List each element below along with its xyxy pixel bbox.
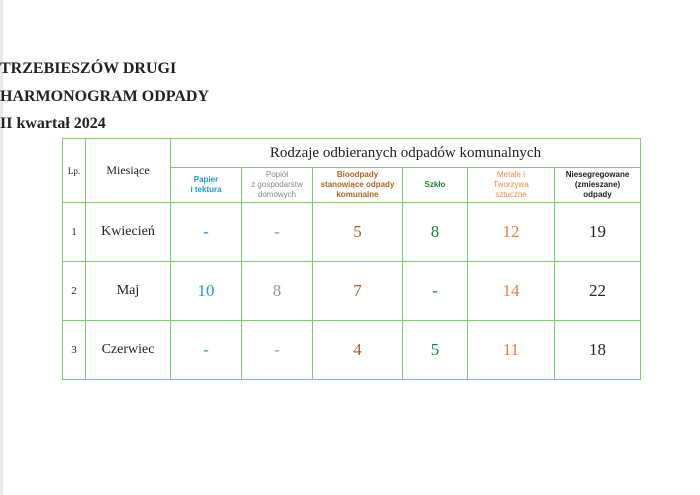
column-header-ash: Popiół z gospodarstw domowych [242, 168, 313, 203]
bio-date: 5 [313, 203, 403, 262]
months-header: Miesiące [86, 139, 171, 203]
bio-date: 4 [313, 321, 403, 380]
schedule-title: HARMONOGRAM ODPADY [0, 88, 210, 105]
glass-date: 8 [403, 203, 468, 262]
mixed-date: 18 [555, 321, 641, 380]
month-name: Kwiecień [86, 203, 171, 262]
paper-date: - [171, 203, 242, 262]
row-number: 2 [63, 262, 86, 321]
column-header-metal-plastic: Metale i Tworzywa sztuczne [468, 168, 555, 203]
locality-title: TRZEBIESZÓW DRUGI [0, 60, 177, 77]
metal-plastic-date: 11 [468, 321, 555, 380]
month-name: Czerwiec [86, 321, 171, 380]
table-row [63, 203, 641, 262]
column-header-bio: Bioodpady stanowiące odpady komunalne [313, 168, 403, 203]
bio-date: 7 [313, 262, 403, 321]
table-row [63, 321, 641, 380]
ash-date: - [242, 203, 313, 262]
paper-date: - [171, 321, 242, 380]
ash-date: - [242, 321, 313, 380]
metal-plastic-date: 14 [468, 262, 555, 321]
column-header-paper: Papier i tektura [171, 168, 242, 203]
row-number: 3 [63, 321, 86, 380]
waste-types-header: Rodzaje odbieranych odpadów komunalnych [171, 139, 641, 168]
glass-date: 5 [403, 321, 468, 380]
schedule-table [62, 138, 641, 380]
column-header-glass: Szkło [403, 168, 468, 203]
column-header-mixed: Niesegregowane (zmieszane) odpady [555, 168, 641, 203]
row-number: 1 [63, 203, 86, 262]
mixed-date: 19 [555, 203, 641, 262]
lp-header: Lp. [63, 139, 86, 203]
glass-date: - [403, 262, 468, 321]
paper-date: 10 [171, 262, 242, 321]
table-row [63, 262, 641, 321]
mixed-date: 22 [555, 262, 641, 321]
metal-plastic-date: 12 [468, 203, 555, 262]
ash-date: 8 [242, 262, 313, 321]
quarter-title: II kwartał 2024 [0, 115, 106, 132]
month-name: Maj [86, 262, 171, 321]
